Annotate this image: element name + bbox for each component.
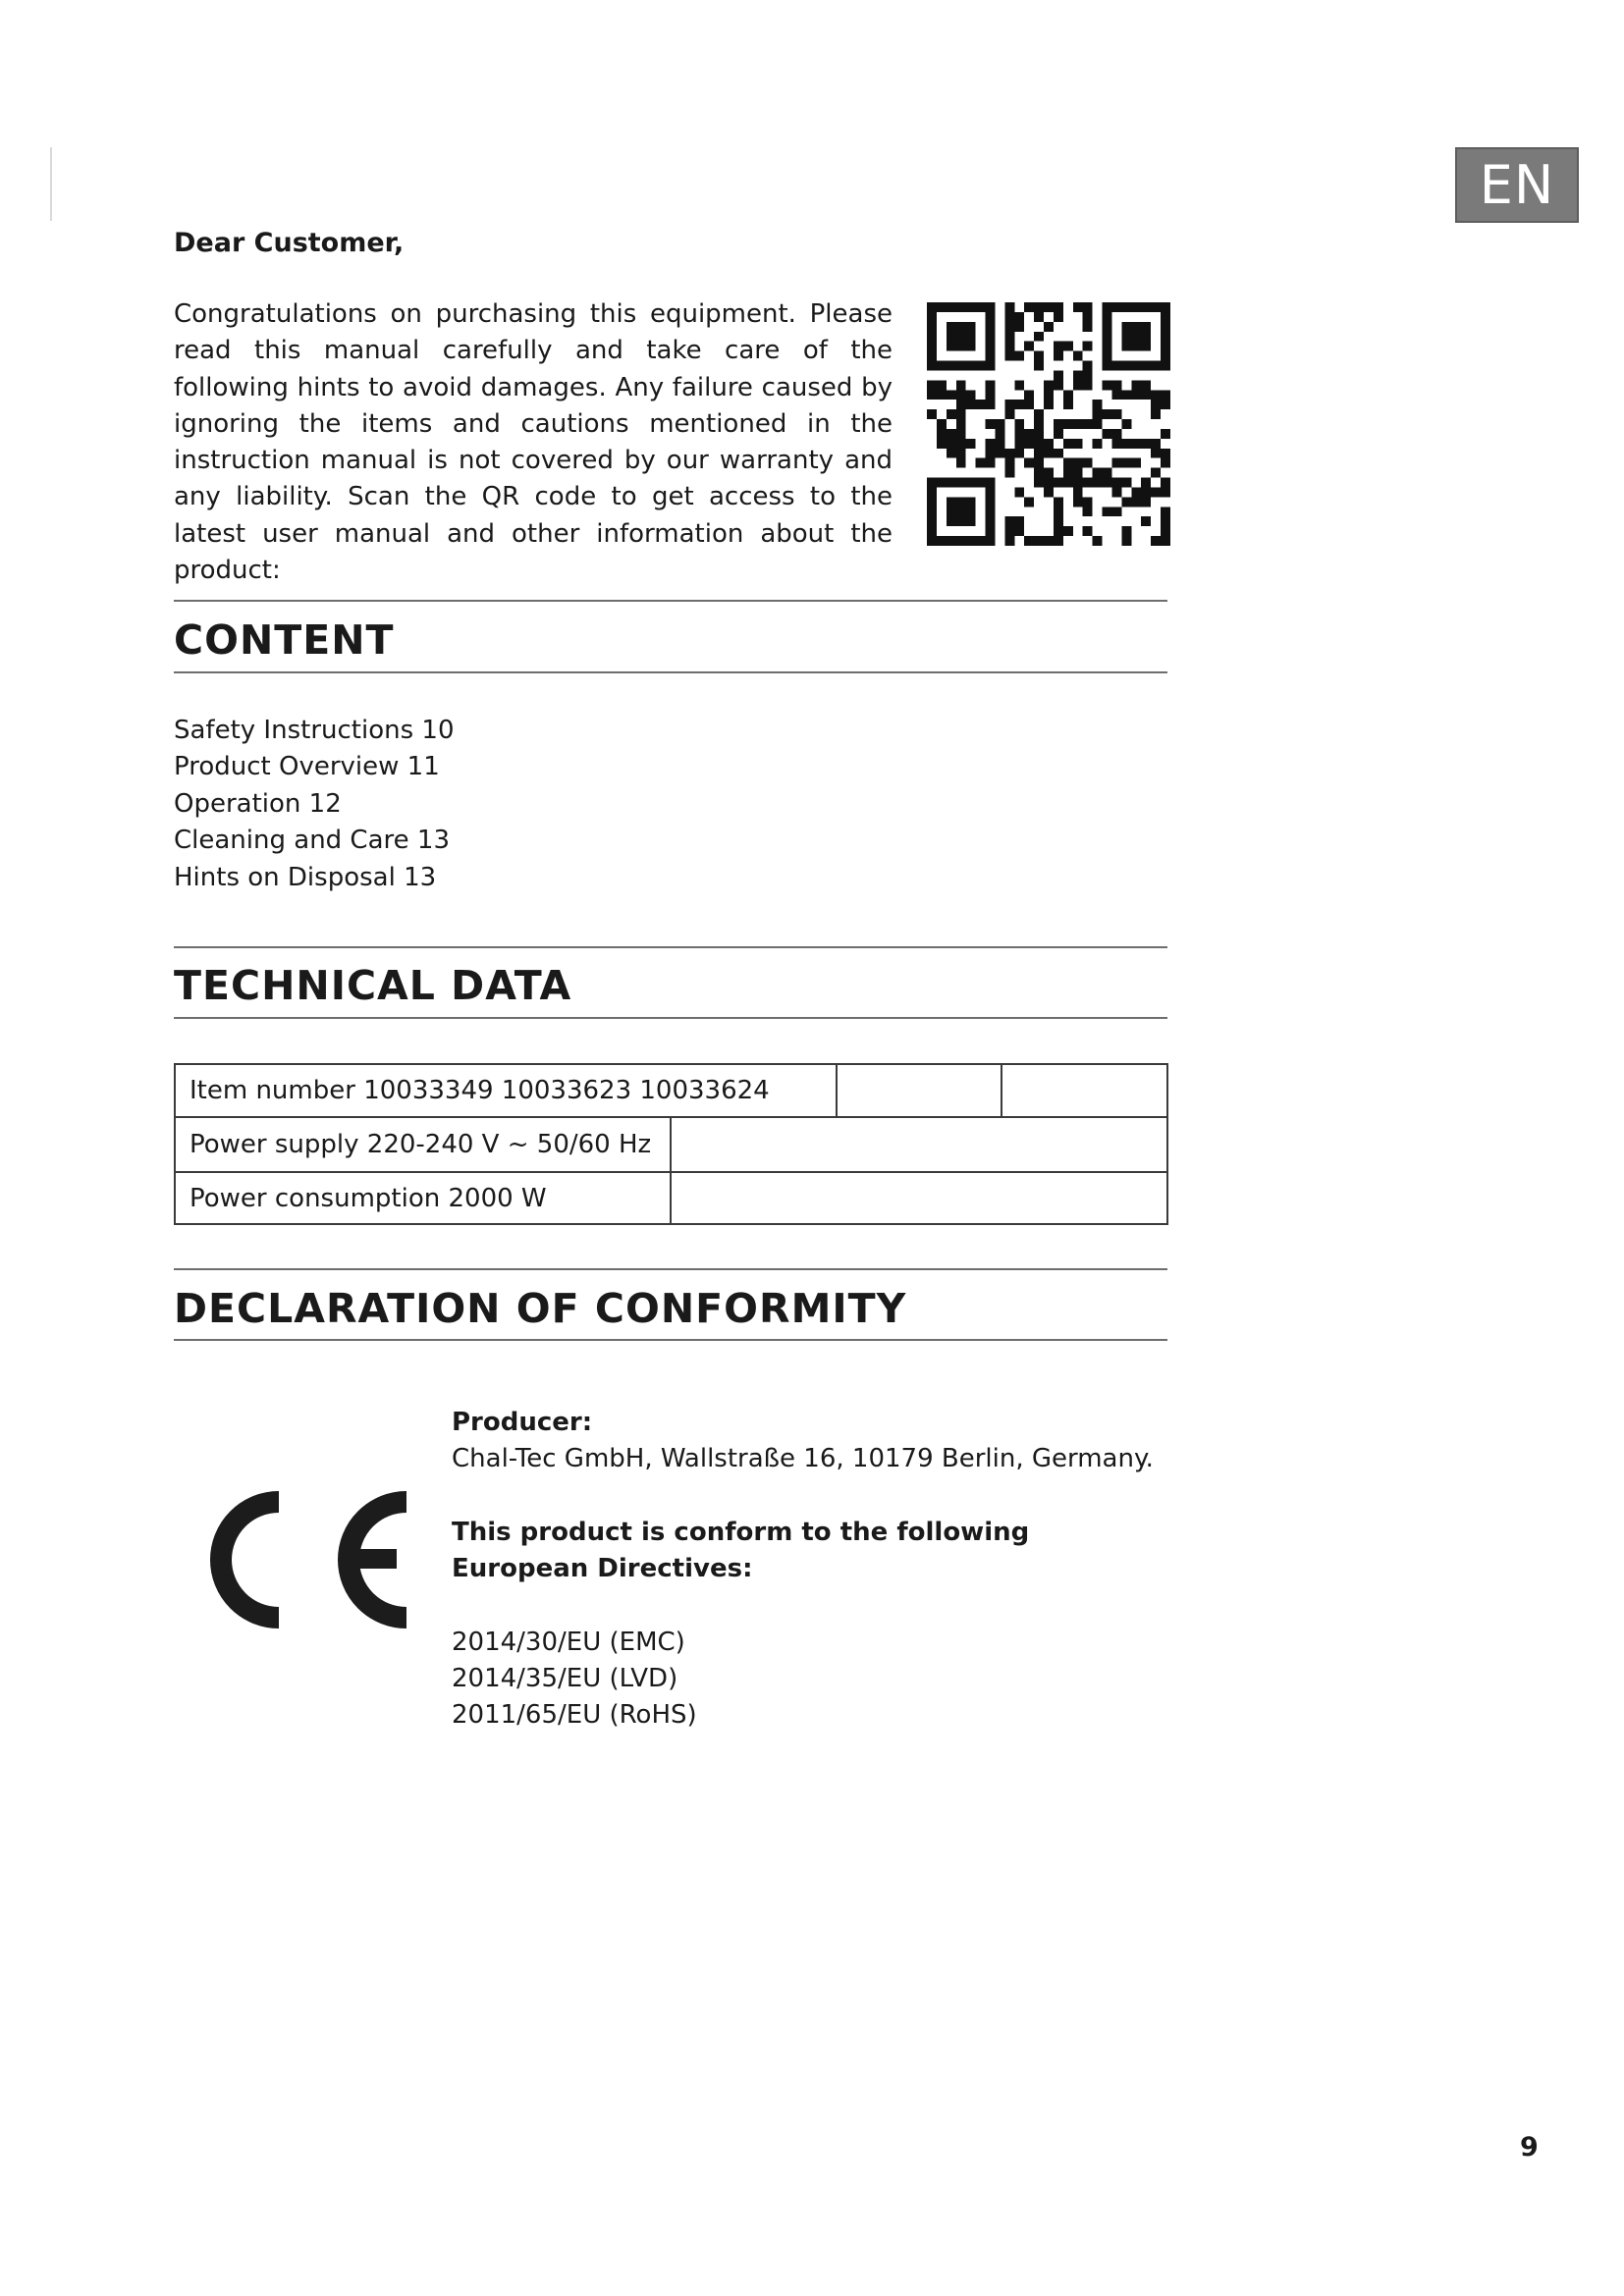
directive-item: 2014/30/EU (EMC) — [452, 1627, 685, 1657]
toc-item: Safety Instructions 10 — [174, 716, 455, 745]
qr-code[interactable] — [927, 302, 1170, 546]
toc-item: Hints on Disposal 13 — [174, 862, 437, 892]
page-number: 9 — [1520, 2132, 1539, 2163]
toc-item: Cleaning and Care 13 — [174, 826, 450, 856]
empty-cell — [837, 1064, 1001, 1117]
declaration-bottom-rule — [174, 1339, 1167, 1341]
content-top-rule — [174, 600, 1167, 602]
item-number-cell: Item number 10033349 10033623 10033624 — [175, 1064, 837, 1117]
content-title: CONTENT — [174, 616, 395, 664]
technical-data-title: TECHNICAL DATA — [174, 962, 572, 1009]
toc-item: Product Overview 11 — [174, 752, 440, 782]
power-consumption-cell: Power consumption 2000 W — [175, 1172, 671, 1224]
language-tab: EN — [1455, 147, 1579, 223]
producer-label: Producer: — [452, 1408, 593, 1437]
producer-address: Chal-Tec GmbH, Wallstraße 16, 10179 Berlin, Germany. — [452, 1444, 1154, 1474]
ce-mark-logo — [192, 1480, 416, 1639]
declaration-top-rule — [174, 1268, 1167, 1270]
table-row — [175, 1117, 1167, 1172]
declaration-text — [452, 1405, 1154, 1735]
technical-bottom-rule — [174, 1017, 1167, 1019]
empty-cell — [671, 1172, 1167, 1224]
intro-paragraph: Congratulations on purchasing this equipment. Please read this manual carefully and take care of the following hints to avoid damages. Any failure caused by ignoring the items and cautions mentioned in the instruction manual is not covered by our warranty and any liability. Scan the QR code to get access to the latest user manual and other information about the product: — [174, 299, 893, 586]
table-of-contents — [174, 713, 454, 896]
technical-data-table — [174, 1063, 1168, 1225]
salutation: Dear Customer, — [174, 228, 405, 258]
empty-cell — [671, 1117, 1167, 1172]
technical-top-rule — [174, 946, 1167, 948]
content-bottom-rule — [174, 671, 1167, 673]
directive-item: 2014/35/EU (LVD) — [452, 1664, 678, 1694]
toc-item: Operation 12 — [174, 788, 342, 819]
margin-rule — [50, 147, 52, 221]
table-row — [175, 1064, 1167, 1117]
directives-intro: This product is conform to the following European Directives: — [452, 1517, 1030, 1584]
directive-item: 2011/65/EU (RoHS) — [452, 1700, 697, 1731]
empty-cell — [1001, 1064, 1167, 1117]
power-supply-cell: Power supply 220-240 V ~ 50/60 Hz — [175, 1117, 671, 1172]
declaration-title: DECLARATION OF CONFORMITY — [174, 1285, 907, 1332]
table-row — [175, 1172, 1167, 1224]
